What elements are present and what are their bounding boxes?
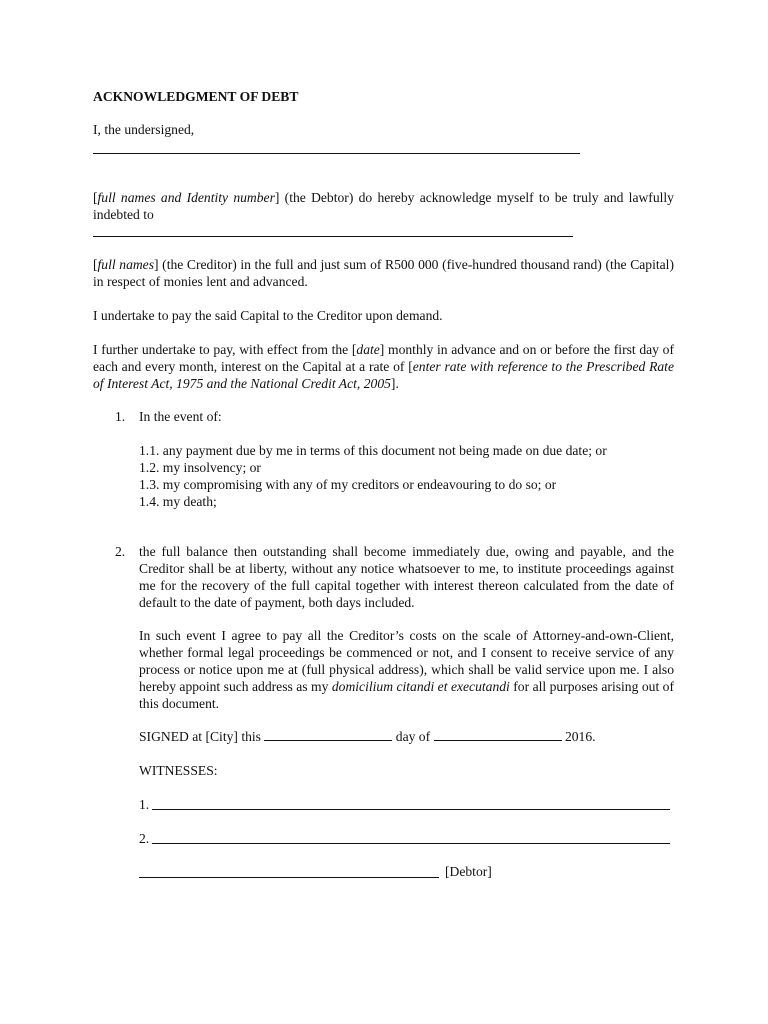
debtor-text: (the Debtor) do hereby acknowledge myself to be truly and lawfully indebted to bbox=[93, 190, 674, 222]
costs-text-end: for all purposes arising out of this document. bbox=[139, 679, 674, 711]
debtor-placeholder: full names and Identity number bbox=[97, 190, 275, 205]
clause-2-text: the full balance then outstanding shall become immediately due, owing and payable, and the Creditor shall be at liberty, without any notice whatsoever to me, to institute proceedings against me for the recovery of the full capital together with interest thereon calculated from the date of default to the date of payment, both days included. bbox=[139, 544, 674, 610]
witness-1-signature-line bbox=[152, 809, 670, 810]
debtor-signature-label: [Debtor] bbox=[445, 864, 492, 879]
witnesses-label: WITNESSES: bbox=[139, 763, 218, 778]
creditor-paragraph: [full names] (the Creditor) in the full and just sum of R500 000 (five-hundred thousand rand) (the Capital) in respect of monies lent and advanced. bbox=[93, 257, 674, 289]
clause-1-number: 1. bbox=[115, 409, 126, 424]
creditor-placeholder: full names bbox=[97, 257, 155, 272]
sub-item-1-1: 1.1. any payment due by me in terms of this document not being made on due date; or bbox=[139, 443, 607, 458]
rate-placeholder: enter rate with reference to the Prescribed Rate of Interest Act, 1975 and the National Credit Act, 2005 bbox=[93, 359, 674, 391]
witness-2-signature-line bbox=[152, 843, 670, 844]
witness-1-number: 1. bbox=[139, 797, 150, 812]
sub-item-1-3: 1.3. my compromising with any of my creditors or endeavouring to do so; or bbox=[139, 477, 557, 492]
costs-text: In such event I agree to pay all the Creditor’s costs on the scale of Attorney-and-own-Client, whether formal legal proceedings be commenced or not, and I consent to receive service of any process or notice upon me at (full physical address), which shall be valid service upon me. I also hereby appoint such address as my bbox=[139, 628, 674, 694]
sub-item-1-4: 1.4. my death; bbox=[139, 494, 217, 509]
debtor-paragraph: [full names and Identity number] (the Debtor) do hereby acknowledge myself to be truly and lawfully indebted to bbox=[93, 190, 674, 222]
signed-month-blank bbox=[434, 728, 562, 741]
sub-item-1-2: 1.2. my insolvency; or bbox=[139, 460, 261, 475]
interest-paragraph bbox=[93, 341, 674, 392]
intro-line: I, the undersigned, bbox=[93, 122, 195, 137]
undersigned-blank-line bbox=[93, 153, 580, 154]
creditor-text: (the Creditor) in the full and just sum of R500 000 (five-hundred thousand rand) (the Capital) in respect of monies lent and advanced. bbox=[93, 257, 674, 289]
signed-day-of-text: day of bbox=[395, 729, 431, 744]
interest-text-mid: ] monthly in advance and on or before the first day of each and every month, interest on the Capital at a rate of [ bbox=[93, 342, 674, 374]
clause-1-text: In the event of: bbox=[139, 409, 222, 424]
creditor-blank-line bbox=[93, 236, 573, 237]
interest-text-start: I further undertake to pay, with effect from the [ bbox=[93, 342, 357, 357]
interest-text-end: ]. bbox=[390, 376, 399, 391]
undertake-paragraph: I undertake to pay the said Capital to the Creditor upon demand. bbox=[93, 308, 443, 323]
signed-year-text: 2016. bbox=[564, 729, 596, 744]
domicilium-phrase: domicilium citandi et executandi bbox=[331, 679, 510, 694]
document-title: ACKNOWLEDGMENT OF DEBT bbox=[93, 89, 299, 104]
signed-line bbox=[139, 728, 596, 745]
signed-day-blank bbox=[264, 728, 392, 741]
witness-2-number: 2. bbox=[139, 831, 150, 846]
date-placeholder: date bbox=[356, 342, 380, 357]
clause-2-number: 2. bbox=[115, 544, 126, 559]
debtor-signature-line bbox=[139, 877, 439, 878]
costs-paragraph bbox=[139, 627, 674, 712]
signed-at-text: SIGNED at [City] this bbox=[139, 729, 261, 744]
